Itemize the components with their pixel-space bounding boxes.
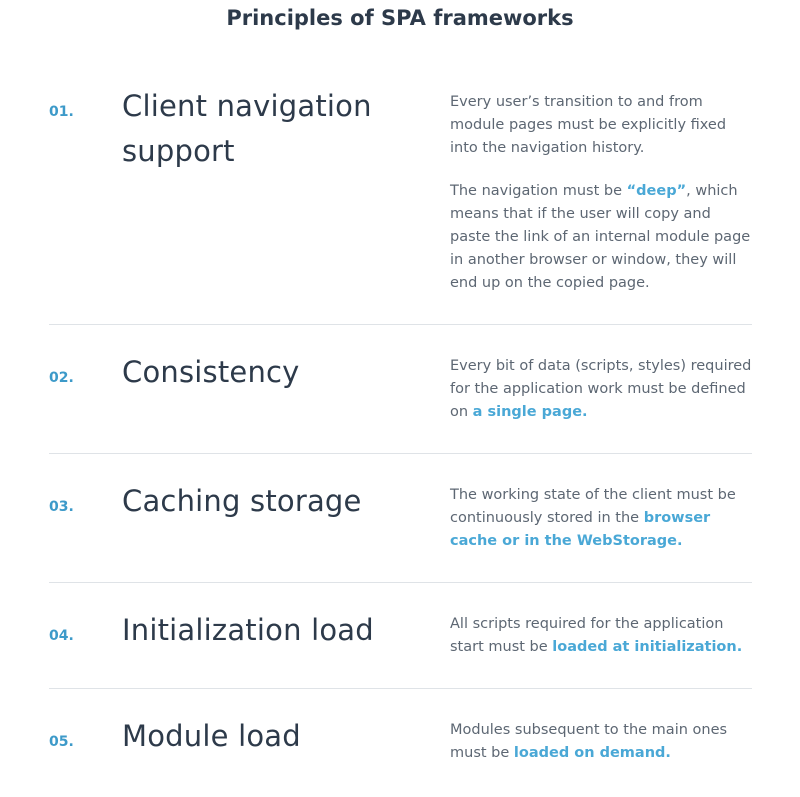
divider bbox=[49, 453, 752, 454]
item-number: 04. bbox=[49, 628, 74, 644]
highlight-text: loaded on demand. bbox=[513, 745, 671, 761]
item-heading: Initialization load bbox=[122, 613, 374, 647]
item-description bbox=[450, 484, 755, 553]
description-paragraph bbox=[450, 484, 755, 553]
description-paragraph bbox=[450, 180, 755, 295]
description-paragraph bbox=[450, 355, 755, 424]
item-description bbox=[450, 355, 755, 424]
divider bbox=[49, 324, 752, 325]
item-number: 03. bbox=[49, 499, 74, 515]
item-description bbox=[450, 91, 755, 295]
description-paragraph bbox=[450, 613, 755, 659]
item-number: 05. bbox=[49, 734, 74, 750]
divider bbox=[49, 688, 752, 689]
item-heading: Client navigation support bbox=[122, 89, 372, 168]
description-text: Every bit of data (scripts, styles) required for the application work must be defined on bbox=[450, 358, 752, 420]
description-text: The navigation must be bbox=[450, 183, 627, 199]
description-paragraph bbox=[450, 719, 755, 765]
item-heading: Consistency bbox=[122, 355, 300, 389]
item-number: 01. bbox=[49, 104, 74, 120]
highlight-text: loaded at initialization. bbox=[552, 639, 743, 655]
divider bbox=[49, 582, 752, 583]
item-description bbox=[450, 613, 755, 659]
description-text: All scripts required for the application start must be bbox=[450, 616, 724, 655]
item-description bbox=[450, 719, 755, 765]
item-number: 02. bbox=[49, 370, 74, 386]
description-text: , which means that if the user will copy and paste the link of an internal module page in another browser or window, they will end up on the copied page. bbox=[450, 183, 751, 291]
highlight-text: browser cache or in the WebStorage. bbox=[450, 510, 711, 549]
description-paragraph: Every user’s transition to and from module pages must be explicitly fixed into the navigation history. bbox=[450, 94, 727, 156]
highlight-text: “deep” bbox=[626, 183, 687, 199]
highlight-text: a single page. bbox=[472, 404, 588, 420]
page-title: Principles of SPA frameworks bbox=[226, 6, 574, 30]
item-heading: Caching storage bbox=[122, 484, 362, 518]
description-text: The working state of the client must be continuously stored in the bbox=[450, 487, 736, 526]
item-heading: Module load bbox=[122, 719, 301, 753]
description-text: Modules subsequent to the main ones must be bbox=[450, 722, 728, 761]
